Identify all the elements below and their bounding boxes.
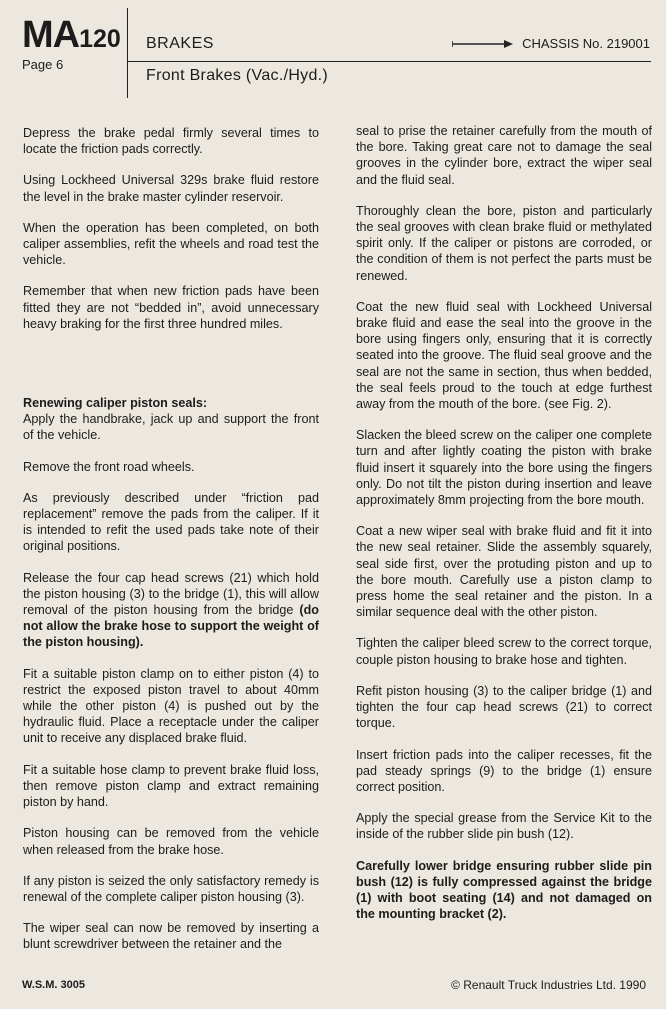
paragraph: The wiper seal can now be removed by inserting a blunt screwdriver between the retainer and the bbox=[23, 921, 319, 952]
page-number: Page 6 bbox=[22, 57, 64, 72]
manual-code-prefix: MA bbox=[22, 14, 80, 56]
arrow-right-icon bbox=[452, 39, 514, 49]
paragraph: Fit a suitable piston clamp on to either piston (4) to restrict the exposed piston travel to about 40mm while the other piston (4) is pushed out by the hydraulic fluid. Place a receptacle under the caliper unit to receive any displaced brake fluid. bbox=[23, 666, 319, 746]
header-divider-horizontal bbox=[127, 61, 651, 62]
paragraph: Depress the brake pedal firmly several times to locate the friction pads correctly. bbox=[23, 126, 319, 157]
footer-copyright: © Renault Truck Industries Ltd. 1990 bbox=[451, 978, 646, 992]
spacer bbox=[23, 347, 319, 395]
paragraph-text: Release the four cap head screws (21) which hold the piston housing (3) to the bridge (1), this will allow removal of the piston housing from the bridge bbox=[23, 570, 319, 618]
paragraph: Refit piston housing (3) to the caliper bridge (1) and tighten the four cap head screws (21) to correct torque. bbox=[356, 683, 652, 731]
paragraph: Insert friction pads into the caliper recesses, fit the pad steady springs (9) to the bridge (1) ensure correct position. bbox=[356, 747, 652, 794]
paragraph: Coat the new fluid seal with Lockheed Universal brake fluid and ease the seal into the groove in the bore using fingers only, ensuring that it is correctly seated into the groove. The fluid seal groove and the seal are not the same in section, thus when bedded, the seal feels proud to the touch at edge furthest away from the mouth of the bore. (see Fig. 2). bbox=[356, 299, 652, 412]
paragraph-with-warning bbox=[23, 570, 319, 651]
bold-paragraph: Carefully lower bridge ensuring rubber slide pin bush (12) is fully compressed against the bridge (1) with boot seating (14) and not damaged on the mounting bracket (2). bbox=[356, 858, 652, 922]
section-title: BRAKES bbox=[146, 35, 214, 52]
paragraph: Remove the front road wheels. bbox=[23, 459, 195, 474]
paragraph: Tighten the caliper bleed screw to the correct torque, couple piston housing to brake hose and tighten. bbox=[356, 636, 652, 667]
left-column bbox=[23, 125, 319, 968]
paragraph: As previously described under “friction pad replacement” remove the pads from the caliper. If it is intended to refit the used pads take note of their original positions. bbox=[23, 490, 319, 554]
paragraph: Fit a suitable hose clamp to prevent brake fluid loss, then remove piston clamp and extract remaining piston by hand. bbox=[23, 762, 319, 810]
paragraph: When the operation has been completed, on both caliper assemblies, refit the wheels and road test the vehicle. bbox=[23, 220, 319, 268]
paragraph: If any piston is seized the only satisfactory remedy is renewal of the complete caliper piston housing (3). bbox=[23, 873, 319, 904]
paragraph: seal to prise the retainer carefully from the mouth of the bore. Taking great care not to damage the seal grooves in the cylinder bore, extract the wiper seal and the fluid seal. bbox=[356, 124, 652, 187]
header-divider-vertical bbox=[127, 8, 128, 98]
section-heading: Renewing caliper piston seals: bbox=[23, 396, 208, 411]
chassis-number: CHASSIS No. 219001 bbox=[522, 36, 650, 51]
paragraph: Thoroughly clean the bore, piston and particularly the seal grooves with clean brake fluid or methylated spirit only. If the caliper or pistons are corroded, or the condition of them is not perfect the parts must be renewed. bbox=[356, 203, 652, 283]
paragraph: Coat a new wiper seal with brake fluid and fit it into the new seal retainer. Slide the assembly squarely, seal side first, over the protuding piston and up to the bore mouth. Carefully use a piston clamp to press home the seal retainer and the piston. In a similar sequence deal with the other piston. bbox=[356, 524, 652, 620]
paragraph: Using Lockheed Universal 329s brake fluid restore the level in the brake master cylinder reservoir. bbox=[23, 173, 319, 204]
paragraph: Apply the special grease from the Service Kit to the inside of the rubber slide pin bush (12). bbox=[356, 811, 652, 842]
manual-code-number: 120 bbox=[79, 25, 121, 53]
footer-reference: W.S.M. 3005 bbox=[22, 979, 85, 991]
paragraph: Remember that when new friction pads have been fitted they are not “bedded in”, avoid unnecessary heavy braking for the first three hundred miles. bbox=[23, 284, 319, 331]
manual-code bbox=[22, 16, 121, 54]
paragraph: Apply the handbrake, jack up and support the front of the vehicle. bbox=[23, 412, 319, 443]
right-column bbox=[356, 123, 652, 937]
subsection-title: Front Brakes (Vac./Hyd.) bbox=[146, 67, 329, 84]
chassis-reference bbox=[452, 36, 650, 51]
paragraph: Slacken the bleed screw on the caliper one complete turn and after lightly coating the piston with brake fluid insert it squarely into the bore using the fingers only. Do not tilt the piston during insertion and leave approximately 8mm projecting from the bore mouth. bbox=[356, 428, 652, 508]
warning-text: (do not allow the brake hose to support the weight of the piston housing). bbox=[23, 603, 319, 650]
paragraph: Piston housing can be removed from the vehicle when released from the brake hose. bbox=[23, 826, 319, 857]
